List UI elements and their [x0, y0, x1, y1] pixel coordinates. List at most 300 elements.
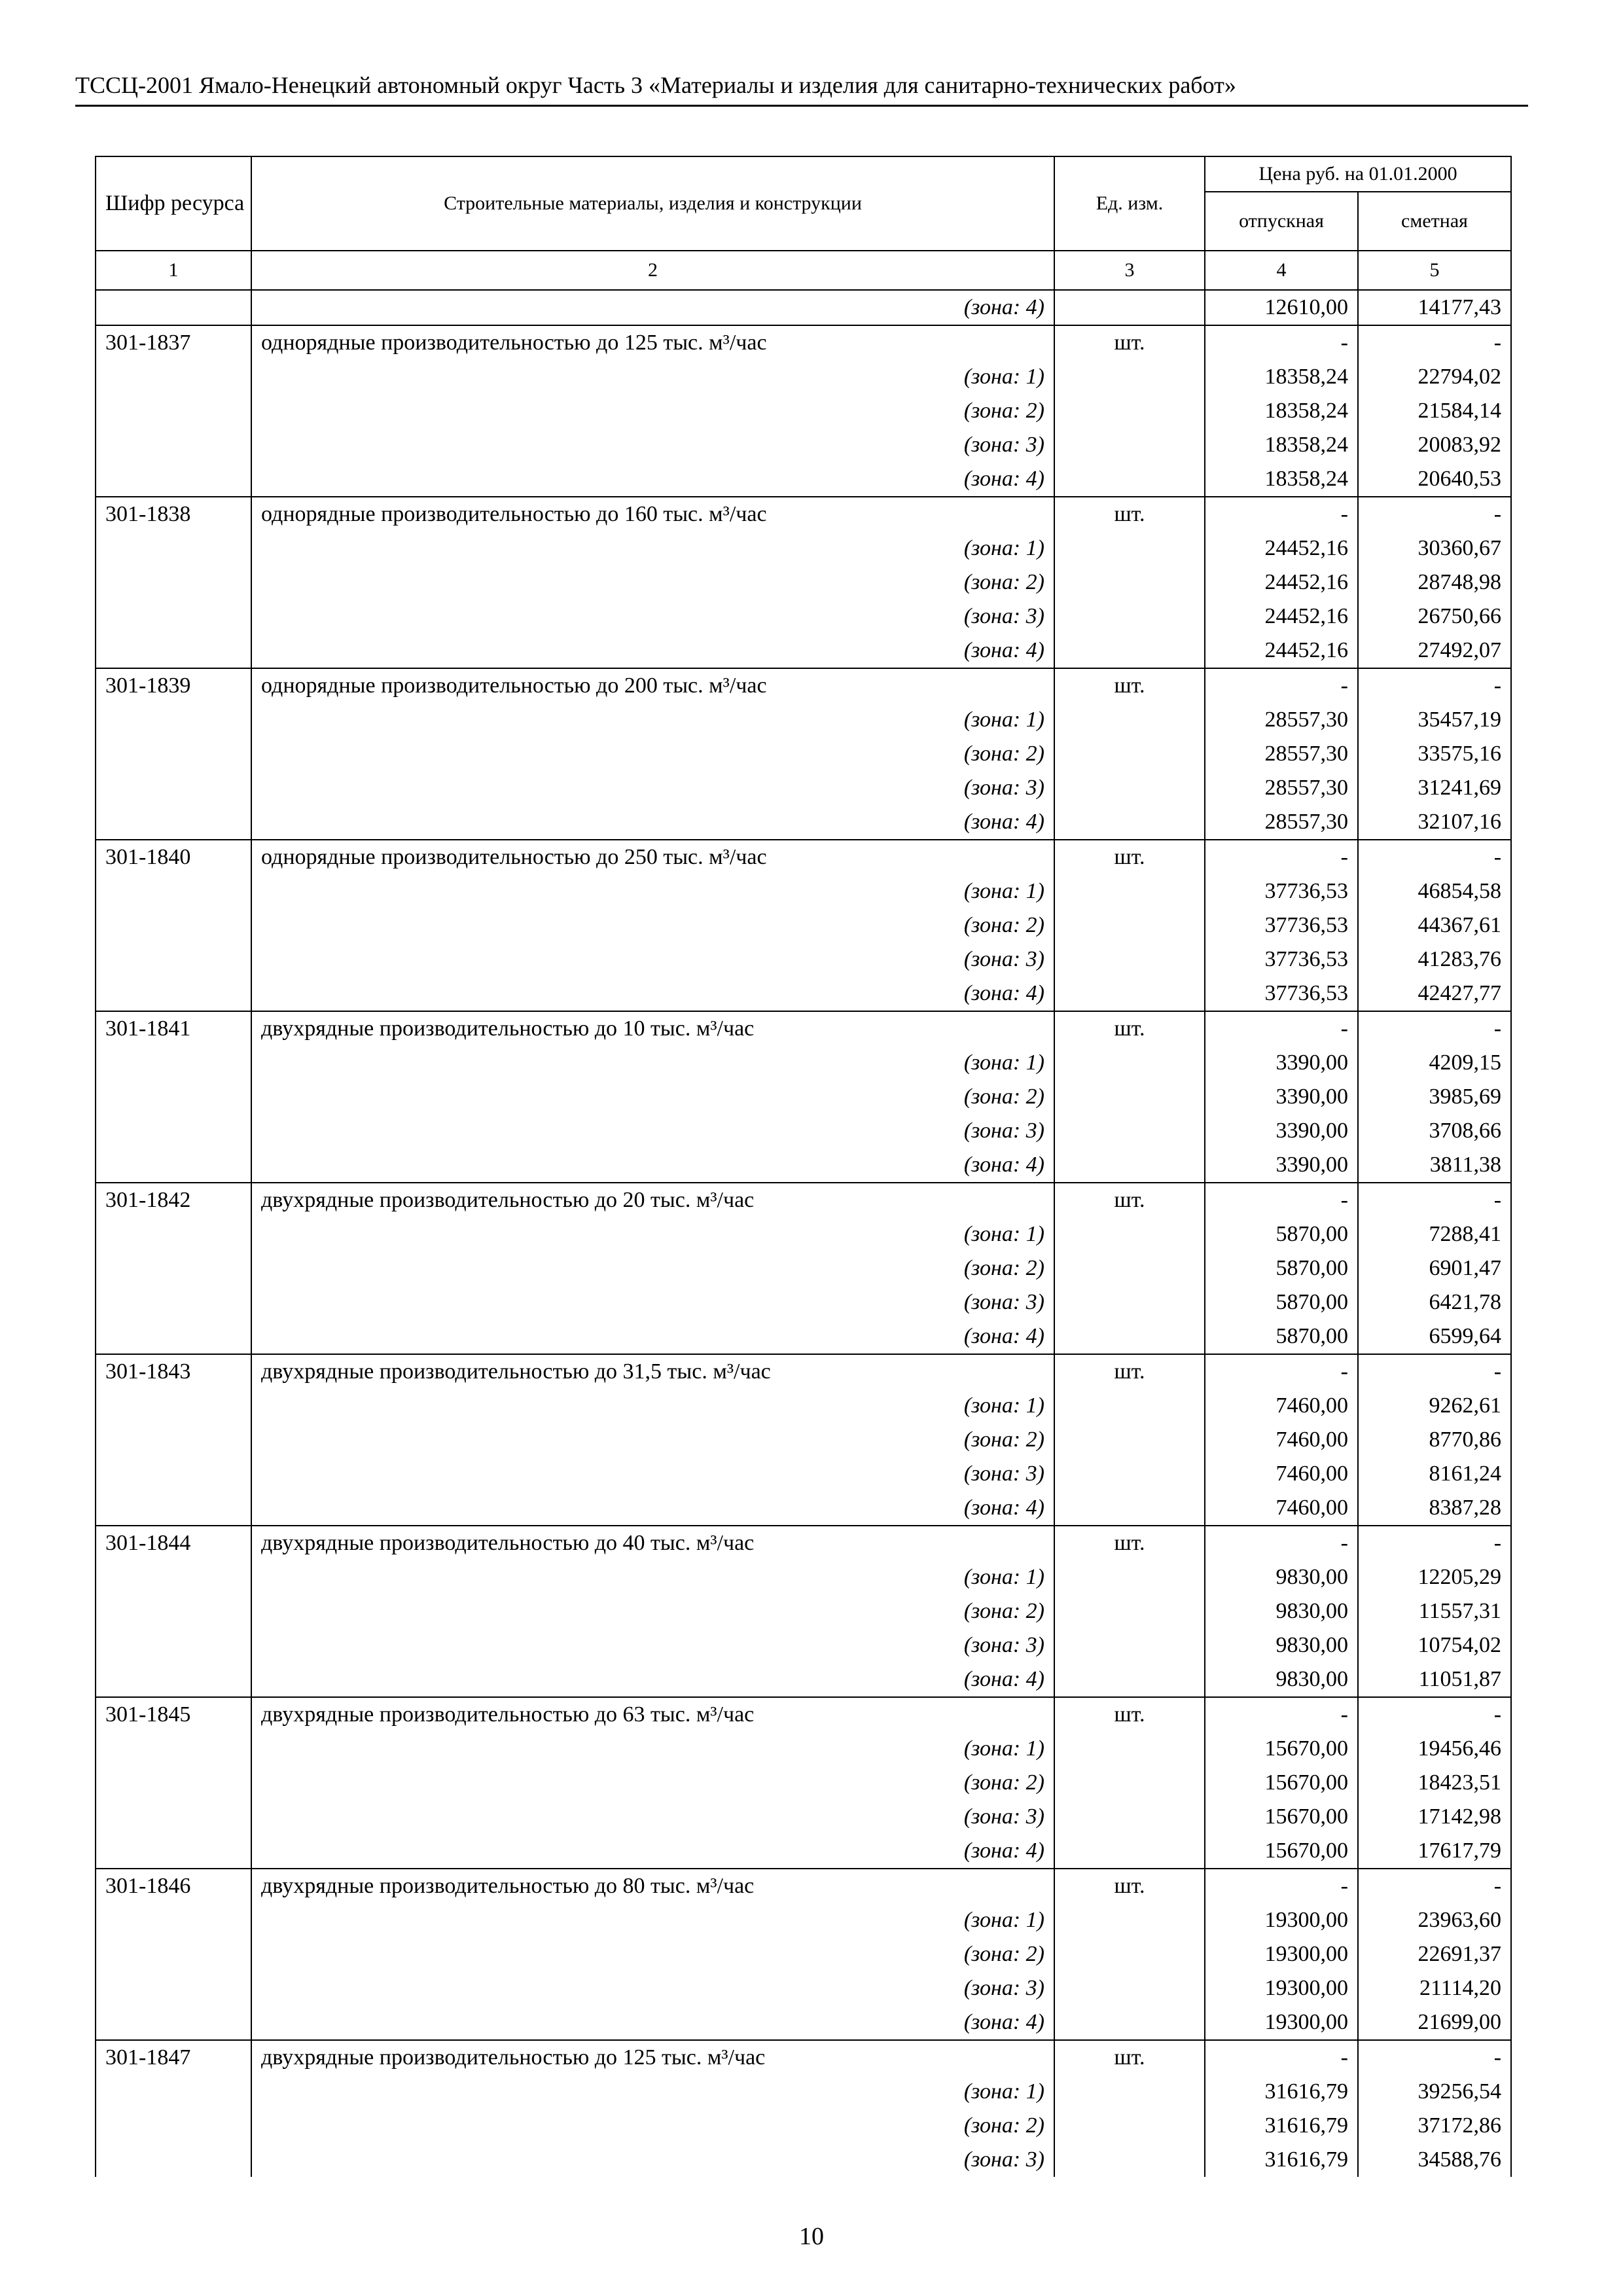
document-header: ТССЦ-2001 Ямало-Ненецкий автономный округ Часть 3 «Материалы и изделия для санитарно-технических работ»: [75, 72, 1236, 98]
cell-zone: (зона: 2): [251, 1423, 1054, 1457]
cell-unit: [1054, 1080, 1205, 1114]
cell-estimate-price: 30360,67: [1358, 531, 1511, 565]
cell-estimate-price: 21699,00: [1358, 2005, 1511, 2040]
cell-release-price: 5870,00: [1205, 1285, 1358, 1319]
cell-estimate-price: -: [1358, 1869, 1511, 1903]
cell-code: [96, 1628, 251, 1662]
cell-estimate-price: 28748,98: [1358, 565, 1511, 600]
zone-row: [96, 703, 1511, 737]
cell-unit: [1054, 908, 1205, 942]
cell-zone: (зона: 3): [251, 1628, 1054, 1662]
cell-zone: (зона: 4): [251, 1491, 1054, 1526]
header-estimate-price: сметная: [1358, 192, 1511, 251]
cell-unit: шт.: [1054, 2040, 1205, 2075]
zone-row: [96, 634, 1511, 668]
cell-unit: [1054, 1251, 1205, 1285]
cell-code: 301-1843: [96, 1354, 251, 1389]
cell-code: [96, 1285, 251, 1319]
cell-name: двухрядные производительностью до 63 тыс. м³/час: [251, 1697, 1054, 1732]
cell-code: [96, 2109, 251, 2143]
cell-release-price: 19300,00: [1205, 1971, 1358, 2005]
column-number: 4: [1205, 251, 1358, 290]
header-rule: [75, 105, 1528, 107]
cell-zone: (зона: 4): [251, 462, 1054, 497]
zone-row: [96, 1423, 1511, 1457]
resource-row: [96, 325, 1511, 360]
resource-row: [96, 1011, 1511, 1046]
cell-name: однорядные производительностью до 160 тыс. м³/час: [251, 497, 1054, 531]
cell-release-price: 19300,00: [1205, 1937, 1358, 1971]
cell-release-price: 3390,00: [1205, 1046, 1358, 1080]
cell-unit: [1054, 428, 1205, 462]
zone-row: [96, 1937, 1511, 1971]
cell-release-price: 9830,00: [1205, 1594, 1358, 1628]
cell-code: [96, 874, 251, 908]
cell-zone: (зона: 4): [251, 290, 1054, 325]
cell-zone: (зона: 2): [251, 1594, 1054, 1628]
cell-estimate-price: 8161,24: [1358, 1457, 1511, 1491]
cell-code: [96, 1217, 251, 1251]
zone-row: [96, 1766, 1511, 1800]
cell-unit: [1054, 531, 1205, 565]
cell-estimate-price: 7288,41: [1358, 1217, 1511, 1251]
cell-release-price: 28557,30: [1205, 771, 1358, 805]
cell-release-price: -: [1205, 2040, 1358, 2075]
cell-unit: [1054, 1217, 1205, 1251]
cell-estimate-price: -: [1358, 1354, 1511, 1389]
cell-estimate-price: 22794,02: [1358, 360, 1511, 394]
cell-name: двухрядные производительностью до 125 тыс. м³/час: [251, 2040, 1054, 2075]
cell-release-price: 7460,00: [1205, 1457, 1358, 1491]
cell-unit: шт.: [1054, 1526, 1205, 1560]
cell-zone: (зона: 3): [251, 942, 1054, 977]
cell-release-price: 28557,30: [1205, 805, 1358, 840]
cell-zone: (зона: 3): [251, 771, 1054, 805]
cell-zone: (зона: 3): [251, 428, 1054, 462]
cell-unit: [1054, 2075, 1205, 2109]
zone-row: [96, 2143, 1511, 2177]
zone-row: [96, 360, 1511, 394]
cell-estimate-price: -: [1358, 668, 1511, 703]
cell-code: [96, 360, 251, 394]
cell-estimate-price: -: [1358, 1183, 1511, 1217]
cell-estimate-price: 32107,16: [1358, 805, 1511, 840]
zone-row: [96, 908, 1511, 942]
zone-row: [96, 977, 1511, 1011]
cell-estimate-price: 34588,76: [1358, 2143, 1511, 2177]
cell-zone: (зона: 1): [251, 1560, 1054, 1594]
cell-release-price: -: [1205, 497, 1358, 531]
zone-row: [96, 1148, 1511, 1183]
resource-row: [96, 1354, 1511, 1389]
cell-zone: (зона: 2): [251, 1937, 1054, 1971]
cell-code: [96, 1389, 251, 1423]
zone-row: [96, 942, 1511, 977]
cell-unit: [1054, 737, 1205, 771]
cell-estimate-price: 3708,66: [1358, 1114, 1511, 1148]
cell-unit: [1054, 1046, 1205, 1080]
cell-unit: [1054, 2109, 1205, 2143]
cell-estimate-price: -: [1358, 840, 1511, 874]
cell-code: [96, 1319, 251, 1354]
cell-code: [96, 428, 251, 462]
cell-release-price: 3390,00: [1205, 1080, 1358, 1114]
zone-row: [96, 1560, 1511, 1594]
cell-estimate-price: 19456,46: [1358, 1732, 1511, 1766]
cell-unit: [1054, 771, 1205, 805]
column-number: 2: [251, 251, 1054, 290]
cell-code: [96, 2143, 251, 2177]
cell-release-price: -: [1205, 1011, 1358, 1046]
cell-unit: [1054, 360, 1205, 394]
cell-unit: [1054, 1937, 1205, 1971]
cell-release-price: 31616,79: [1205, 2143, 1358, 2177]
cell-estimate-price: 21584,14: [1358, 394, 1511, 428]
zone-row: [96, 1319, 1511, 1354]
zone-row: [96, 1217, 1511, 1251]
cell-unit: [1054, 1457, 1205, 1491]
zone-row: [96, 531, 1511, 565]
header-code: Шифр ресурса: [96, 156, 251, 251]
cell-code: 301-1842: [96, 1183, 251, 1217]
zone-row: [96, 428, 1511, 462]
header-unit: Ед. изм.: [1054, 156, 1205, 251]
carry-over-row: [96, 290, 1511, 325]
cell-release-price: 18358,24: [1205, 360, 1358, 394]
cell-release-price: 19300,00: [1205, 1903, 1358, 1937]
cell-release-price: -: [1205, 1697, 1358, 1732]
cell-release-price: -: [1205, 325, 1358, 360]
cell-estimate-price: 46854,58: [1358, 874, 1511, 908]
resource-row: [96, 1697, 1511, 1732]
cell-zone: (зона: 2): [251, 565, 1054, 600]
zone-row: [96, 1594, 1511, 1628]
cell-release-price: -: [1205, 1526, 1358, 1560]
cell-code: [96, 531, 251, 565]
cell-unit: [1054, 1971, 1205, 2005]
zone-row: [96, 1628, 1511, 1662]
cell-estimate-price: 8770,86: [1358, 1423, 1511, 1457]
zone-row: [96, 1834, 1511, 1869]
cell-unit: [1054, 290, 1205, 325]
cell-release-price: 15670,00: [1205, 1732, 1358, 1766]
cell-code: [96, 1594, 251, 1628]
cell-release-price: 37736,53: [1205, 942, 1358, 977]
cell-estimate-price: 37172,86: [1358, 2109, 1511, 2143]
resource-row: [96, 668, 1511, 703]
cell-unit: [1054, 394, 1205, 428]
cell-unit: [1054, 600, 1205, 634]
cell-release-price: 9830,00: [1205, 1560, 1358, 1594]
cell-code: [96, 1423, 251, 1457]
cell-name: однорядные производительностью до 125 тыс. м³/час: [251, 325, 1054, 360]
cell-release-price: 31616,79: [1205, 2075, 1358, 2109]
cell-unit: [1054, 1834, 1205, 1869]
cell-zone: (зона: 4): [251, 977, 1054, 1011]
cell-unit: [1054, 1628, 1205, 1662]
cell-zone: (зона: 3): [251, 1114, 1054, 1148]
cell-zone: (зона: 4): [251, 805, 1054, 840]
zone-row: [96, 394, 1511, 428]
cell-zone: (зона: 2): [251, 737, 1054, 771]
cell-release-price: 3390,00: [1205, 1148, 1358, 1183]
cell-code: [96, 394, 251, 428]
cell-unit: [1054, 805, 1205, 840]
cell-unit: [1054, 874, 1205, 908]
cell-estimate-price: 18423,51: [1358, 1766, 1511, 1800]
cell-release-price: 9830,00: [1205, 1628, 1358, 1662]
cell-code: 301-1846: [96, 1869, 251, 1903]
cell-code: [96, 908, 251, 942]
cell-code: [96, 1148, 251, 1183]
cell-code: [96, 565, 251, 600]
cell-estimate-price: -: [1358, 1526, 1511, 1560]
cell-unit: шт.: [1054, 1011, 1205, 1046]
cell-code: [96, 2075, 251, 2109]
cell-unit: [1054, 1800, 1205, 1834]
cell-release-price: 3390,00: [1205, 1114, 1358, 1148]
cell-zone: (зона: 1): [251, 1389, 1054, 1423]
cell-code: 301-1847: [96, 2040, 251, 2075]
cell-release-price: 24452,16: [1205, 634, 1358, 668]
cell-unit: [1054, 977, 1205, 1011]
resource-row: [96, 1869, 1511, 1903]
cell-name: двухрядные производительностью до 40 тыс. м³/час: [251, 1526, 1054, 1560]
cell-zone: (зона: 2): [251, 2109, 1054, 2143]
cell-code: [96, 1251, 251, 1285]
column-number: 1: [96, 251, 251, 290]
cell-zone: (зона: 3): [251, 1457, 1054, 1491]
cell-zone: (зона: 3): [251, 2143, 1054, 2177]
cell-code: [96, 805, 251, 840]
zone-row: [96, 874, 1511, 908]
cell-release-price: 18358,24: [1205, 394, 1358, 428]
cell-zone: (зона: 2): [251, 1080, 1054, 1114]
cell-estimate-price: 20640,53: [1358, 462, 1511, 497]
cell-code: [96, 1766, 251, 1800]
cell-unit: [1054, 2005, 1205, 2040]
cell-estimate-price: 31241,69: [1358, 771, 1511, 805]
zone-row: [96, 1903, 1511, 1937]
cell-zone: (зона: 2): [251, 908, 1054, 942]
cell-zone: (зона: 1): [251, 874, 1054, 908]
cell-code: [96, 1834, 251, 1869]
zone-row: [96, 1114, 1511, 1148]
cell-estimate-price: -: [1358, 497, 1511, 531]
cell-release-price: 5870,00: [1205, 1319, 1358, 1354]
cell-code: 301-1841: [96, 1011, 251, 1046]
cell-zone: (зона: 1): [251, 360, 1054, 394]
cell-name: однорядные производительностью до 250 тыс. м³/час: [251, 840, 1054, 874]
cell-release-price: 24452,16: [1205, 600, 1358, 634]
cell-unit: [1054, 703, 1205, 737]
cell-code: [96, 1800, 251, 1834]
cell-estimate-price: 10754,02: [1358, 1628, 1511, 1662]
cell-code: [96, 703, 251, 737]
cell-code: [96, 737, 251, 771]
page-number: 10: [799, 2223, 824, 2250]
cell-estimate-price: 14177,43: [1358, 290, 1511, 325]
cell-zone: (зона: 1): [251, 703, 1054, 737]
resource-row: [96, 1183, 1511, 1217]
cell-release-price: 18358,24: [1205, 428, 1358, 462]
cell-unit: шт.: [1054, 840, 1205, 874]
cell-name: однорядные производительностью до 200 тыс. м³/час: [251, 668, 1054, 703]
cell-code: 301-1838: [96, 497, 251, 531]
resource-row: [96, 497, 1511, 531]
cell-code: [96, 1560, 251, 1594]
cell-release-price: -: [1205, 1183, 1358, 1217]
cell-estimate-price: 41283,76: [1358, 942, 1511, 977]
cell-release-price: 5870,00: [1205, 1251, 1358, 1285]
header-price: Цена руб. на 01.01.2000: [1205, 156, 1511, 192]
cell-code: 301-1839: [96, 668, 251, 703]
cell-estimate-price: -: [1358, 2040, 1511, 2075]
zone-row: [96, 1800, 1511, 1834]
header-name: Строительные материалы, изделия и конструкции: [251, 156, 1054, 251]
cell-unit: [1054, 1491, 1205, 1526]
cell-estimate-price: 23963,60: [1358, 1903, 1511, 1937]
zone-row: [96, 771, 1511, 805]
cell-release-price: -: [1205, 1869, 1358, 1903]
cell-code: [96, 1457, 251, 1491]
cell-unit: шт.: [1054, 1354, 1205, 1389]
cell-unit: [1054, 1319, 1205, 1354]
cell-code: [96, 1114, 251, 1148]
cell-zone: (зона: 1): [251, 1903, 1054, 1937]
cell-unit: шт.: [1054, 668, 1205, 703]
cell-estimate-price: 22691,37: [1358, 1937, 1511, 1971]
zone-row: [96, 1080, 1511, 1114]
cell-zone: (зона: 4): [251, 2005, 1054, 2040]
cell-release-price: 28557,30: [1205, 703, 1358, 737]
cell-code: 301-1837: [96, 325, 251, 360]
cell-estimate-price: -: [1358, 1011, 1511, 1046]
zone-row: [96, 2075, 1511, 2109]
cell-unit: [1054, 1732, 1205, 1766]
cell-release-price: 12610,00: [1205, 290, 1358, 325]
zone-row: [96, 565, 1511, 600]
cell-release-price: 7460,00: [1205, 1389, 1358, 1423]
cell-zone: (зона: 4): [251, 1834, 1054, 1869]
cell-unit: [1054, 1389, 1205, 1423]
cell-zone: (зона: 4): [251, 1319, 1054, 1354]
cell-release-price: 5870,00: [1205, 1217, 1358, 1251]
cell-release-price: 15670,00: [1205, 1800, 1358, 1834]
cell-estimate-price: 3985,69: [1358, 1080, 1511, 1114]
cell-release-price: 37736,53: [1205, 908, 1358, 942]
zone-row: [96, 1732, 1511, 1766]
cell-estimate-price: 6599,64: [1358, 1319, 1511, 1354]
cell-release-price: 7460,00: [1205, 1491, 1358, 1526]
column-number: 3: [1054, 251, 1205, 290]
cell-unit: шт.: [1054, 497, 1205, 531]
cell-unit: [1054, 1662, 1205, 1697]
cell-code: [96, 1971, 251, 2005]
cell-code: [96, 462, 251, 497]
cell-zone: (зона: 3): [251, 1971, 1054, 2005]
cell-code: [96, 1937, 251, 1971]
cell-estimate-price: 21114,20: [1358, 1971, 1511, 2005]
cell-code: [96, 1662, 251, 1697]
cell-release-price: 37736,53: [1205, 874, 1358, 908]
cell-estimate-price: 27492,07: [1358, 634, 1511, 668]
cell-code: [96, 977, 251, 1011]
zone-row: [96, 737, 1511, 771]
cell-estimate-price: 26750,66: [1358, 600, 1511, 634]
cell-unit: [1054, 1148, 1205, 1183]
cell-estimate-price: -: [1358, 325, 1511, 360]
column-number-row: [96, 251, 1511, 290]
cell-zone: (зона: 4): [251, 1148, 1054, 1183]
cell-zone: (зона: 3): [251, 1800, 1054, 1834]
cell-release-price: 15670,00: [1205, 1834, 1358, 1869]
cell-code: 301-1840: [96, 840, 251, 874]
cell-estimate-price: 8387,28: [1358, 1491, 1511, 1526]
cell-name: двухрядные производительностью до 80 тыс. м³/час: [251, 1869, 1054, 1903]
cell-estimate-price: 17142,98: [1358, 1800, 1511, 1834]
cell-code: [96, 290, 251, 325]
cell-unit: шт.: [1054, 1183, 1205, 1217]
cell-estimate-price: 35457,19: [1358, 703, 1511, 737]
table-header-row: [96, 156, 1511, 192]
zone-row: [96, 1662, 1511, 1697]
cell-zone: (зона: 1): [251, 1046, 1054, 1080]
zone-row: [96, 805, 1511, 840]
cell-unit: [1054, 1766, 1205, 1800]
cell-zone: (зона: 1): [251, 1217, 1054, 1251]
resource-row: [96, 2040, 1511, 2075]
cell-release-price: 18358,24: [1205, 462, 1358, 497]
zone-row: [96, 2109, 1511, 2143]
cell-unit: шт.: [1054, 1869, 1205, 1903]
cell-unit: [1054, 1285, 1205, 1319]
cell-unit: [1054, 1594, 1205, 1628]
cell-code: [96, 1732, 251, 1766]
cell-unit: шт.: [1054, 325, 1205, 360]
cell-zone: (зона: 2): [251, 394, 1054, 428]
resource-row: [96, 840, 1511, 874]
cell-estimate-price: -: [1358, 1697, 1511, 1732]
cell-code: [96, 1903, 251, 1937]
cell-release-price: 24452,16: [1205, 531, 1358, 565]
cell-name: двухрядные производительностью до 31,5 тыс. м³/час: [251, 1354, 1054, 1389]
cell-estimate-price: 3811,38: [1358, 1148, 1511, 1183]
cell-unit: [1054, 1560, 1205, 1594]
price-table: [95, 156, 1512, 2177]
cell-estimate-price: 4209,15: [1358, 1046, 1511, 1080]
cell-zone: (зона: 2): [251, 1251, 1054, 1285]
cell-code: [96, 1046, 251, 1080]
cell-code: [96, 634, 251, 668]
cell-zone: (зона: 1): [251, 2075, 1054, 2109]
cell-code: 301-1844: [96, 1526, 251, 1560]
cell-code: [96, 771, 251, 805]
cell-name: двухрядные производительностью до 10 тыс. м³/час: [251, 1011, 1054, 1046]
cell-unit: [1054, 462, 1205, 497]
zone-row: [96, 1457, 1511, 1491]
cell-estimate-price: 6421,78: [1358, 1285, 1511, 1319]
cell-estimate-price: 11051,87: [1358, 1662, 1511, 1697]
zone-row: [96, 600, 1511, 634]
zone-row: [96, 1046, 1511, 1080]
cell-code: [96, 1491, 251, 1526]
cell-unit: [1054, 565, 1205, 600]
cell-release-price: -: [1205, 840, 1358, 874]
cell-estimate-price: 20083,92: [1358, 428, 1511, 462]
cell-release-price: 37736,53: [1205, 977, 1358, 1011]
cell-code: [96, 942, 251, 977]
